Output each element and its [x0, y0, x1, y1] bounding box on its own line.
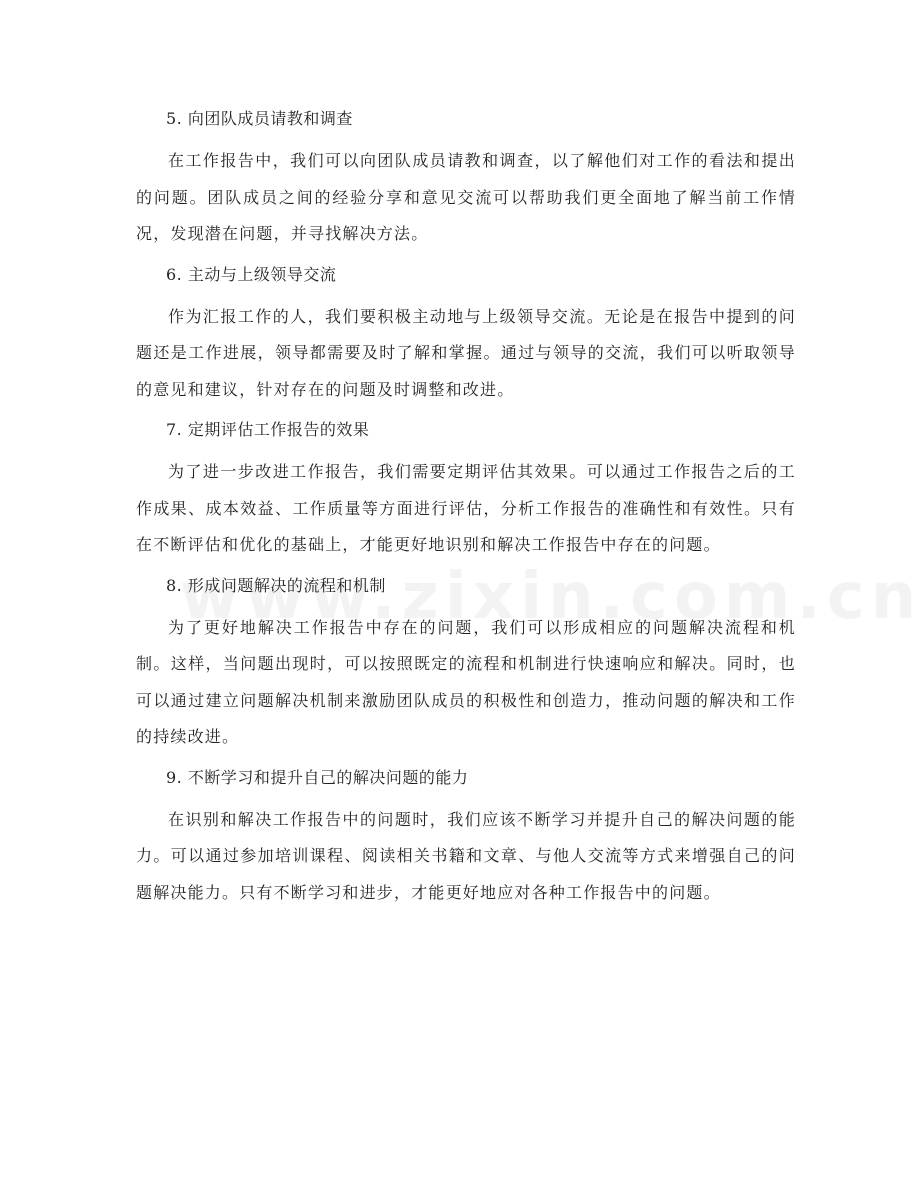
section-6: [136, 259, 796, 409]
document-body: [136, 103, 796, 917]
section-paragraph: 在识别和解决工作报告中的问题时，我们应该不断学习并提升自己的解决问题的能力。可以通过参加培训课程、阅读相关书籍和文章、与他人交流等方式来增强自己的问题解决能力。只有不断学习和进步，才能更好地应对各种工作报告中的问题。: [136, 809, 796, 902]
section-5: [136, 103, 796, 253]
section-paragraph: 作为汇报工作的人，我们要积极主动地与上级领导交流。无论是在报告中提到的问题还是工作进展，领导都需要及时了解和掌握。通过与领导的交流，我们可以听取领导的意见和建议，针对存在的问题及时调整和改进。: [136, 306, 796, 399]
section-paragraph: 为了进一步改进工作报告，我们需要定期评估其效果。可以通过工作报告之后的工作成果、成本效益、工作质量等方面进行评估，分析工作报告的准确性和有效性。只有在不断评估和优化的基础上，才能更好地识别和解决工作报告中存在的问题。: [136, 462, 796, 554]
section-heading: 8. 形成问题解决的流程和机制: [166, 575, 386, 595]
section-8: [136, 570, 796, 756]
section-9: [136, 762, 796, 912]
section-paragraph: 在工作报告中，我们可以向团队成员请教和调查，以了解他们对工作的看法和提出的问题。团队成员之间的经验分享和意见交流可以帮助我们更全面地了解当前工作情况，发现潜在问题，并寻找解决方法。: [136, 151, 796, 243]
section-heading: 7. 定期评估工作报告的效果: [166, 420, 370, 439]
section-paragraph: 为了更好地解决工作报告中存在的问题，我们可以形成相应的问题解决流程和机制。这样，当问题出现时，可以按照既定的流程和机制进行快速响应和解决。同时，也可以通过建立问题解决机制来激励团队成员的积极性和创造力，推动问题的解决和工作的持续改进。: [136, 617, 796, 746]
section-7: [136, 414, 796, 564]
section-heading: 9. 不断学习和提升自己的解决问题的能力: [166, 767, 469, 787]
section-heading: 6. 主动与上级领导交流: [166, 264, 337, 284]
section-heading: 5. 向团队成员请教和调查: [166, 109, 353, 128]
